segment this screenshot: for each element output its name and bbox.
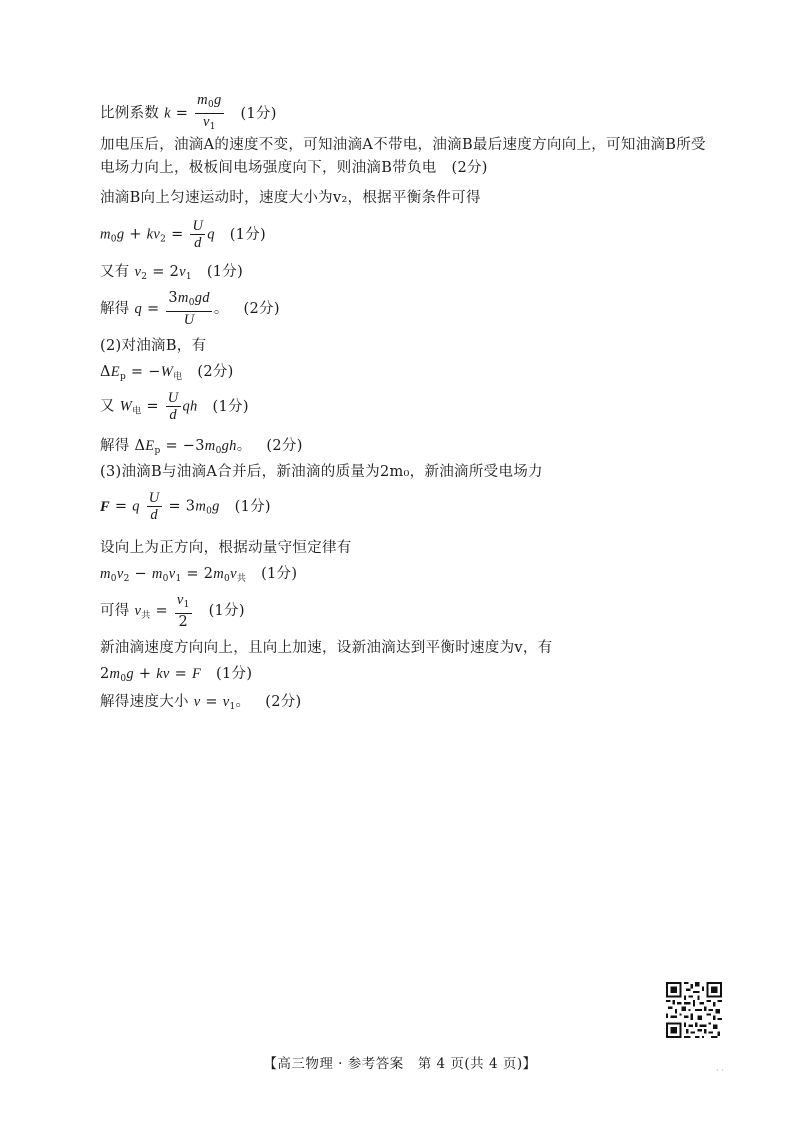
line-work-electric: 又 $W_电$ = $\frac{U}{d}$ qh (1分) bbox=[100, 390, 249, 423]
line-final-balance: $2m_0g$ + kv = F (1分) bbox=[100, 666, 253, 684]
scan-mark: · · bbox=[716, 1066, 724, 1075]
line-equation-balance: $m_0g + kv_2$ = $\frac{U}{d}$ q (1分) bbox=[100, 218, 266, 251]
line-part2-heading: (2)对油滴B，有 bbox=[100, 338, 207, 354]
line-balance-condition: 油滴B向上匀速运动时，速度大小为v₂，根据平衡条件可得 bbox=[100, 190, 481, 206]
line-solve-delta-ep: 解得 $\Delta E_p = -3m_0gh$。 (2分) bbox=[100, 438, 303, 456]
line-new-drop-motion: 新油滴速度方向向上，且向上加速，设新油滴达到平衡时速度为v，有 bbox=[100, 640, 553, 656]
line-proportional-coefficient: 比例系数 k = $\frac{m_0g}{v_1}$ (1分) bbox=[100, 92, 277, 135]
line-part3-heading: (3)油滴B与油滴A合并后，新油滴的质量为2m₀，新油滴所受电场力 bbox=[100, 464, 543, 480]
line-voltage-explanation: 加电压后，油滴A的速度不变，可知油滴A不带电，油滴B最后速度方向向上，可知油滴B所受电场力向上，极板间电场强度向下，则油滴B带负电 (2分) bbox=[100, 137, 706, 176]
line-momentum-equation: $m_0v_2 - m_0v_1 = 2m_0v_共$ (1分) bbox=[100, 566, 298, 584]
fraction-m0g-over-v1: $\frac{m_0g}{v_1}$ bbox=[197, 92, 222, 132]
line-electric-force: F = q $\frac{U}{d}$ = $3m_0g$ (1分) bbox=[100, 490, 271, 523]
line-solve-q: 解得 q = $\frac{3m_0gd}{U}$ 。 (2分) bbox=[100, 290, 280, 328]
qr-code bbox=[666, 982, 722, 1038]
page-footer: 【高三物理 · 参考答案 第 4 页(共 4 页)】 bbox=[263, 1056, 537, 1072]
line-v2-relation: 又有 $v_2 = 2v_1$ (1分) bbox=[100, 264, 244, 282]
line-final-speed: 解得速度大小 $v = v_1$。 (2分) bbox=[100, 694, 302, 712]
line-delta-ep: $\Delta E_p = -W_电$ (2分) bbox=[100, 364, 234, 382]
line-common-velocity: 可得 $v_共$ = $\frac{v_1}{2}$ (1分) bbox=[100, 592, 245, 630]
line-momentum-setup: 设向上为正方向，根据动量守恒定律有 bbox=[100, 540, 352, 556]
